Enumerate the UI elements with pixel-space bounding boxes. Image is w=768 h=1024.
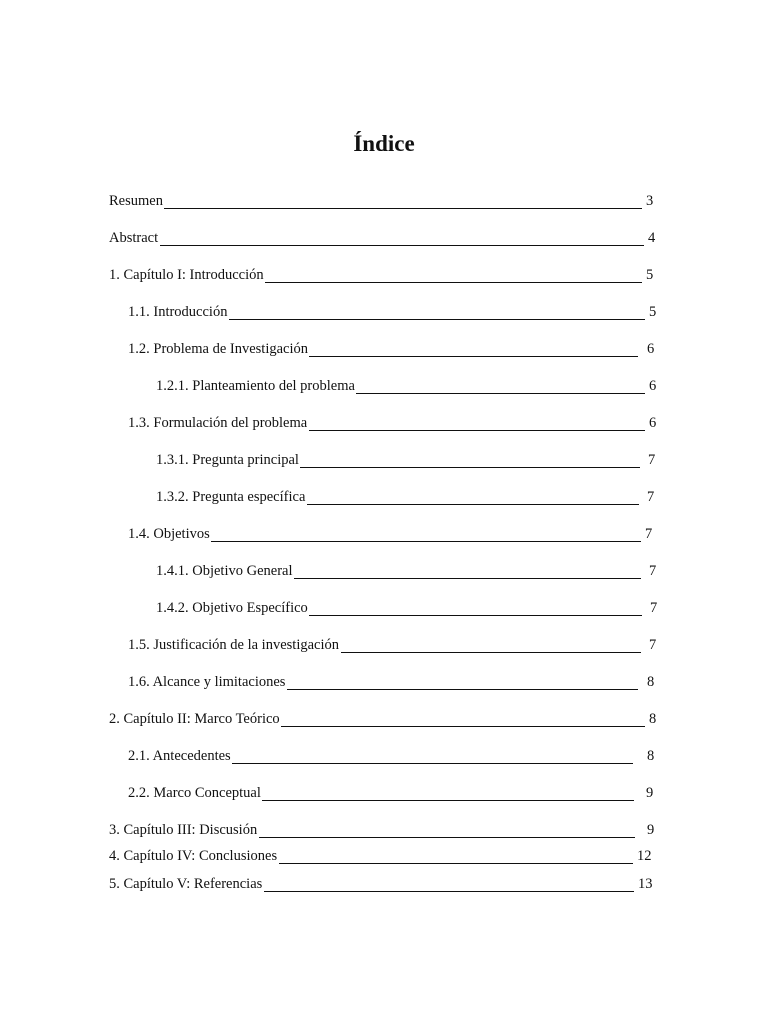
toc-entry[interactable]	[109, 709, 669, 729]
toc-entry[interactable]	[156, 561, 669, 581]
toc-entry-page-number: 8	[649, 711, 657, 727]
toc-entry-page-number: 3	[646, 193, 654, 209]
toc-entry-page-number: 6	[649, 415, 657, 431]
toc-leader-line	[229, 302, 645, 320]
toc-entry-label: 5. Capítulo V: Referencias	[109, 876, 263, 892]
toc-entry-page-number: 7	[650, 600, 658, 616]
toc-leader-line	[309, 598, 642, 616]
toc-entry-label: 1.2. Problema de Investigación	[128, 341, 308, 357]
toc-leader-line	[164, 191, 642, 209]
toc-entry-page-number: 7	[648, 452, 656, 468]
toc-entry-page-number: 4	[648, 230, 656, 246]
toc-entry-label: 1.1. Introducción	[128, 304, 228, 320]
toc-leader-line	[307, 487, 639, 505]
toc-entry[interactable]	[128, 783, 666, 803]
toc-leader-line	[232, 746, 633, 764]
toc-entry[interactable]	[109, 228, 668, 248]
toc-entry-label: 4. Capítulo IV: Conclusiones	[109, 848, 278, 864]
toc-entry[interactable]	[128, 672, 667, 692]
toc-entry-page-number: 13	[638, 876, 653, 892]
toc-entry[interactable]	[109, 846, 657, 866]
toc-entry-label: 2. Capítulo II: Marco Teórico	[109, 711, 280, 727]
toc-entry-label: 1.3.2. Pregunta específica	[156, 489, 306, 505]
toc-entry-label: 1.2.1. Planteamiento del problema	[156, 378, 355, 394]
toc-leader-line	[356, 376, 645, 394]
toc-entry[interactable]	[128, 302, 669, 322]
toc-leader-line	[279, 846, 633, 864]
toc-leader-line	[300, 450, 640, 468]
toc-entry[interactable]	[128, 524, 665, 544]
toc-entry[interactable]	[128, 413, 669, 433]
toc-leader-line	[262, 783, 634, 801]
toc-leader-line	[160, 228, 644, 246]
toc-entry-page-number: 9	[646, 785, 654, 801]
toc-entry[interactable]	[109, 874, 658, 894]
toc-leader-line	[287, 672, 638, 690]
toc-entry-label: 1.3.1. Pregunta principal	[156, 452, 299, 468]
toc-entry[interactable]	[128, 635, 669, 655]
toc-entry-page-number: 5	[646, 267, 654, 283]
toc-leader-line	[264, 874, 634, 892]
toc-entry-label: 1.5. Justificación de la investigación	[128, 637, 340, 653]
toc-leader-line	[211, 524, 641, 542]
toc-entry[interactable]	[156, 376, 669, 396]
toc-entry-page-number: 7	[645, 526, 653, 542]
toc-entry-label: 1.4. Objetivos	[128, 526, 210, 542]
toc-entry-label: 1.4.2. Objetivo Específico	[156, 600, 308, 616]
toc-entry-label: Abstract	[109, 230, 159, 246]
toc-leader-line	[265, 265, 642, 283]
toc-entry[interactable]	[109, 191, 666, 211]
toc-entry[interactable]	[109, 820, 667, 840]
toc-entry-page-number: 12	[637, 848, 652, 864]
toc-entry-page-number: 6	[647, 341, 655, 357]
toc-entry[interactable]	[156, 487, 667, 507]
toc-entry-page-number: 9	[647, 822, 655, 838]
toc-entry-page-number: 8	[647, 748, 655, 764]
toc-entry[interactable]	[156, 598, 670, 618]
toc-entry-page-number: 8	[647, 674, 655, 690]
toc-entry-page-number: 7	[649, 563, 657, 579]
toc-entry[interactable]	[128, 339, 667, 359]
toc-leader-line	[259, 820, 635, 838]
toc-entry-label: 1.4.1. Objetivo General	[156, 563, 293, 579]
toc-entry-label: 1.6. Alcance y limitaciones	[128, 674, 286, 690]
toc-leader-line	[309, 339, 638, 357]
toc-leader-line	[341, 635, 641, 653]
toc-leader-line	[281, 709, 645, 727]
toc-entry-label: 1. Capítulo I: Introducción	[109, 267, 264, 283]
toc-entry-page-number: 7	[647, 489, 655, 505]
toc-entry-label: Resumen	[109, 193, 163, 209]
toc-leader-line	[309, 413, 645, 431]
toc-entry-label: 2.1. Antecedentes	[128, 748, 231, 764]
page-title: Índice	[353, 131, 415, 156]
toc-entry[interactable]	[156, 450, 668, 470]
toc-entry-page-number: 7	[649, 637, 657, 653]
toc-entry-label: 1.3. Formulación del problema	[128, 415, 308, 431]
toc-entry-page-number: 6	[649, 378, 657, 394]
toc-entry[interactable]	[128, 746, 667, 766]
toc-entry[interactable]	[109, 265, 666, 285]
toc-leader-line	[294, 561, 641, 579]
toc-entry-label: 2.2. Marco Conceptual	[128, 785, 261, 801]
toc-entry-page-number: 5	[649, 304, 657, 320]
toc-entry-label: 3. Capítulo III: Discusión	[109, 822, 258, 838]
